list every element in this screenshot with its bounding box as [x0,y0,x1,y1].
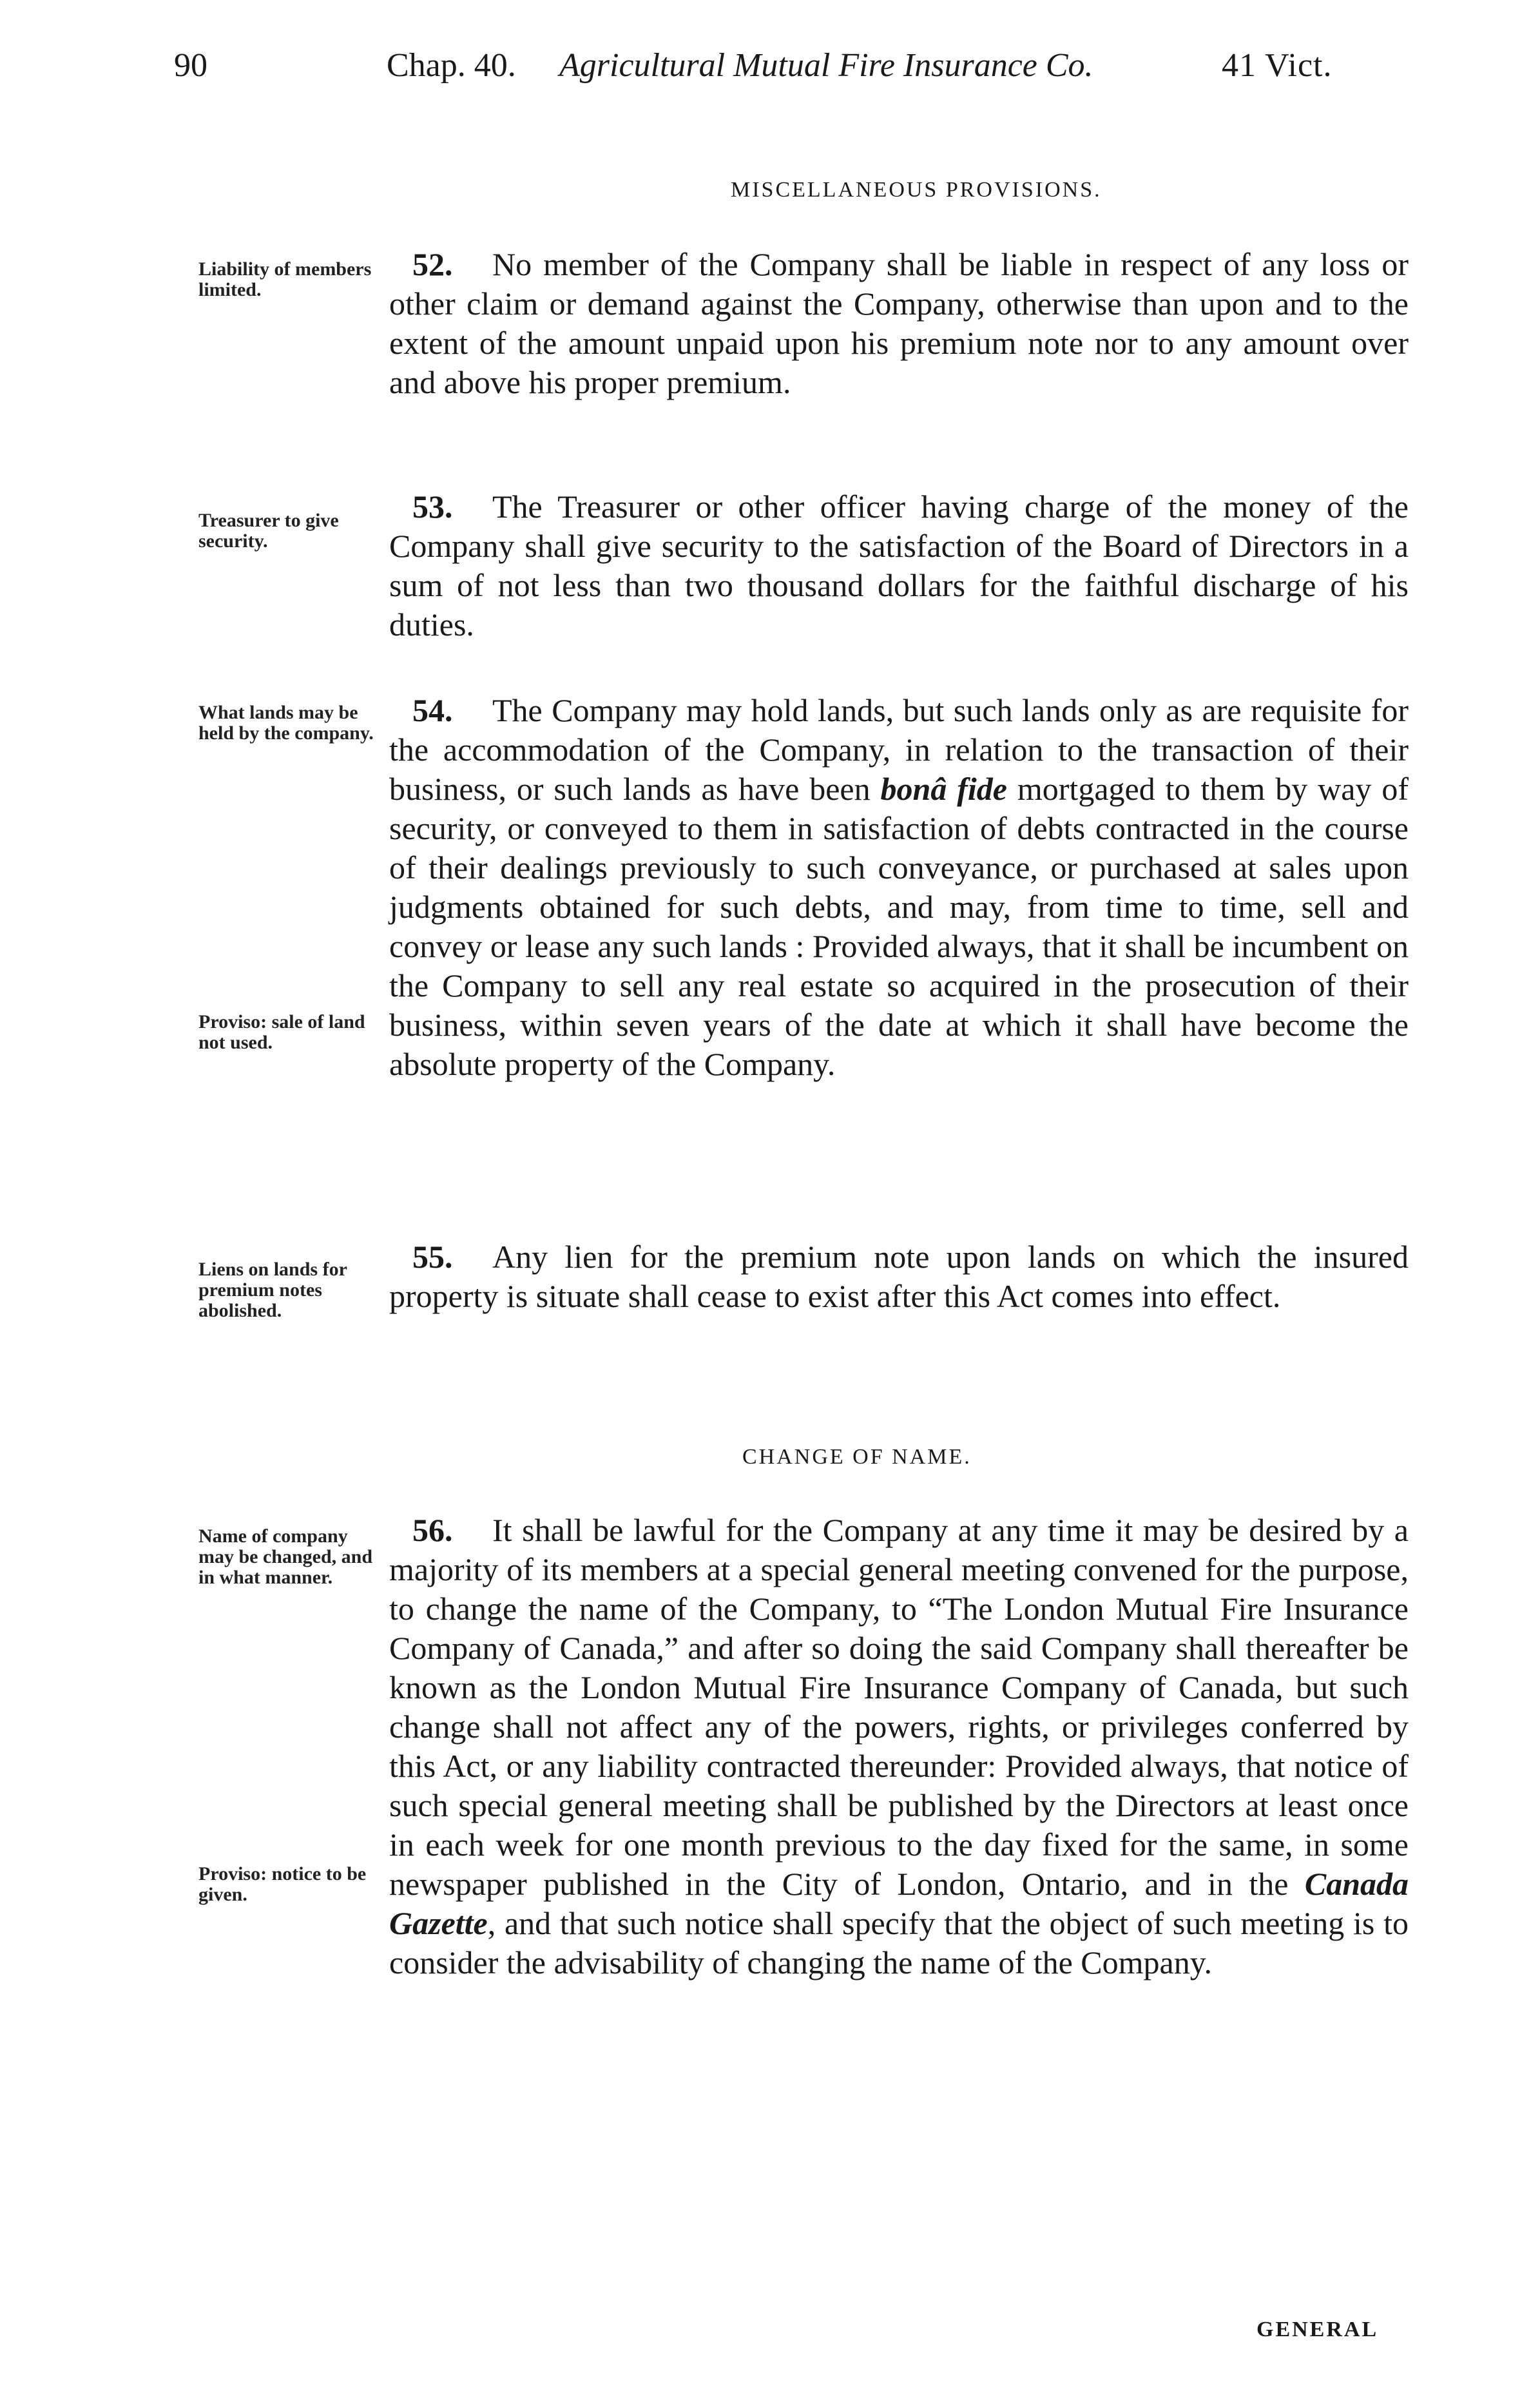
section-number: 54. [412,692,453,728]
section-number: 52. [412,246,453,282]
section-56 [389,1511,1409,1982]
section-52 [389,245,1409,402]
sidenote-proviso-sale-of-land: Proviso: sale of land not used. [198,1011,365,1053]
catchword: GENERAL [1256,2318,1379,2341]
sidenote-proviso-notice: Proviso: notice to be given. [198,1863,367,1905]
section-text-italic: bonâ fide [880,771,1007,807]
sidenote-liability-of-members: Liability of members limited. [198,258,372,300]
section-text-italic: Canada Gazette [389,1866,1409,1941]
section-number: 55. [412,1239,453,1275]
section-number: 53. [412,489,453,525]
session-label: 41 Vict. [1222,47,1333,84]
section-55 [389,1237,1409,1316]
section-53 [389,487,1409,644]
sidenote-treasurer-security: Treasurer to give security. [198,510,339,552]
section-text: The Treasurer or other officer having charge of the money of the Company shall give security to the satisfaction of the Board of Directors in a sum of not less than two thousand dollars for the faithful discharge of his duties. [389,489,1409,643]
sidenote-what-lands-held: What lands may be held by the company. [198,702,374,744]
sidenote-name-change: Name of company may be changed, and in what manner. [198,1525,373,1588]
sidenote-liens-abolished: Liens on lands for premium notes abolished. [198,1259,347,1321]
heading-miscellaneous-provisions: MISCELLANEOUS PROVISIONS. [731,178,1102,202]
section-text: No member of the Company shall be liable in respect of any loss or other claim or demand against the Company, otherwise than upon and to the extent of the amount unpaid upon his premium note nor to any amount over and above his proper premium. [389,246,1409,400]
section-text: The Company may hold lands, but such lands only as are requisite for the accommodation of the Company, in relation to the transaction of their business, or such lands as have been [389,692,1409,807]
section-text: , and that such notice shall specify that the object of such meeting is to consider the advisability of changing the name of the Company. [389,1905,1409,1980]
section-text: Any lien for the premium note upon lands on which the insured property is situate shall cease to exist after this Act comes into effect. [389,1239,1409,1314]
page-number: 90 [174,47,207,84]
act-title: Agricultural Mutual Fire Insurance Co. [559,47,1093,84]
section-number: 56. [412,1512,453,1548]
section-text: It shall be lawful for the Company at any time it may be desired by a majority of its members at a special general meeting convened for the purpose, to change the name of the Company, to “The London Mutual Fire Insurance Company of Canada,” and after so doing the said Company shall thereafter be known as the London Mutual Fire Insurance Company of Canada, but such change shall not affect any of the powers, rights, or privileges conferred by this Act, or any liability contracted thereunder: Provided always, that notice of such special general meeting shall be published by the Directors at least once in each week for one month previous to the day fixed for the same, in some newspaper published in the City of London, Ontario, and in the [389,1512,1409,1902]
section-text: mortgaged to them by way of security, or conveyed to them in satisfaction of debts contracted in the course of their dealings previously to such conveyance, or purchased at sales upon judgments obtained for such debts, and may, from time to time, sell and convey or lease any such lands : Provided always, that it shall be incumbent on the Company to sell any real estate so acquired in the prosecution of their business, within seven years of the date at which it shall have become the absolute property of the Company. [389,771,1409,1082]
section-54 [389,691,1409,1084]
chapter-label: Chap. 40. [387,47,516,84]
heading-change-of-name: CHANGE OF NAME. [742,1445,972,1469]
